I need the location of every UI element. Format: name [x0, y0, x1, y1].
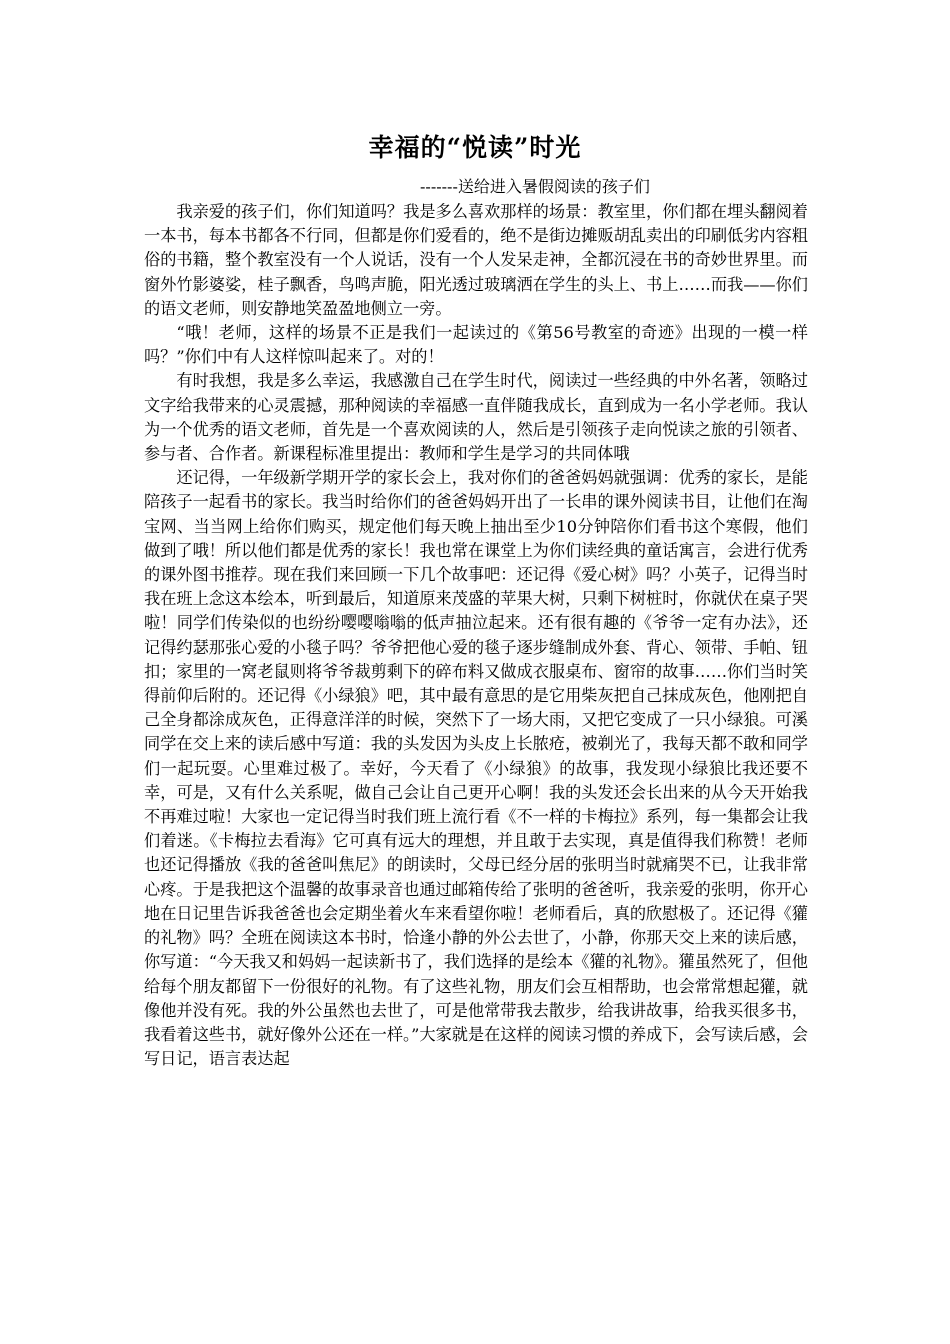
paragraph: 还记得，一年级新学期开学的家长会上，我对你们的爸爸妈妈就强调：优秀的家长，是能陪孩子一起看书的家长。我当时给你们的爸爸妈妈开出了一长串的课外阅读书目，让他们在淘宝网、当当网上给你们购买，规定他们每天晚上抽出至少10分钟陪你们看书这个寒假，他们做到了哦！所以他们都是优秀的家长！我也常在课堂上为你们读经典的童话寓言，会进行优秀的课外图书推荐。现在我们来回顾一下几个故事吧：还记得《爱心树》吗？小英子，记得当时我在班上念这本绘本，听到最后，知道原来茂盛的苹果大树，只剩下树桩时，你就伏在桌子哭啦！同学们传染似的也纷纷嘤嘤嗡嗡的低声抽泣起来。还有很有趣的《爷爷一定有办法》，还记得约瑟那张心爱的小毯子吗？爷爷把他心爱的毯子逐步缝制成外套、背心、领带、手帕、钮扣；家里的一窝老鼠则将爷爷裁剪剩下的碎布料又做成衣服桌布、窗帘的故事……你们当时笑得前仰后附的。还记得《小绿狼》吧，其中最有意思的是它用柴灰把自己抹成灰色，他刚把自己全身都涂成灰色，正得意洋洋的时候，突然下了一场大雨，又把它变成了一只小绿狼。可溪同学在交上来的读后感中写道：我的头发因为头皮上长脓疮，被剃光了，我每天都不敢和同学们一起玩耍。心里难过极了。幸好，今天看了《小绿狼》的故事，我发现小绿狼比我还要不幸，可是，又有什么关系呢，做自己会让自己更开心啊！我的头发还会长出来的从今天开始我不再难过啦！大家也一定记得当时我们班上流行看《不一样的卡梅拉》系列，每一集都会让我们着迷。《卡梅拉去看海》它可真有远大的理想，并且敢于去实现，真是值得我们称赞！老师也还记得播放《我的爸爸叫焦尼》的朗读时，父母已经分居的张明当时就痛哭不已，让我非常心疼。于是我把这个温馨的故事录音也通过邮箱传给了张明的爸爸听，我亲爱的张明，你开心地在日记里告诉我爸爸也会定期坐着火车来看望你啦！老师看后，真的欣慰极了。还记得《獾的礼物》吗？全班在阅读这本书时，恰逢小静的外公去世了，小静，你那天交上来的读后感，你写道：“今天我又和妈妈一起读新书了，我们选择的是绘本《獾的礼物》。獾虽然死了，但他给每个朋友都留下一份很好的礼物。有了这些礼物，朋友们会互相帮助，也会常常想起獾，就像他并没有死。我的外公虽然也去世了，可是他常带我去散步，给我讲故事，给我买很多书，我看着这些书，就好像外公还在一样。”大家就是在这样的阅读习惯的养成下，会写读后感，会写日记，语言表达起	[144, 468, 808, 1069]
paragraph: 我亲爱的孩子们，你们知道吗？我是多么喜欢那样的场景：教室里，你们都在埋头翻阅着一本书，每本书都各不行同，但都是你们爱看的，绝不是街边摊贩胡乱卖出的印刷低劣内容粗俗的书籍，整个教室没有一个人说话，没有一个人发呆走神，全都沉浸在书的奇妙世界里。而窗外竹影婆娑，桂子飘香，鸟鸣声脆，阳光透过玻璃洒在学生的头上、书上……而我——你们的语文老师，则安静地笑盈盈地侧立一旁。	[144, 202, 808, 318]
document-body	[144, 200, 808, 1071]
paragraph: “哦！老师，这样的场景不正是我们一起读过的《第56号教室的奇迹》出现的一模一样吗？”你们中有人这样惊叫起来了。对的！	[144, 323, 808, 367]
document-subtitle: -------送给进入暑假阅读的孩子们	[420, 177, 650, 196]
document-title: 幸福的“悦读”时光	[368, 133, 582, 162]
paragraph: 有时我想，我是多么幸运，我感激自己在学生时代，阅读过一些经典的中外名著，领略过文字给我带来的心灵震撼，那种阅读的幸福感一直伴随我成长，直到成为一名小学老师。我认为一个优秀的语文老师，首先是一个喜欢阅读的人，然后是引领孩子走向悦读之旅的引领者、参与者、合作者。新课程标准里提出：教师和学生是学习的共同体哦	[144, 371, 808, 464]
